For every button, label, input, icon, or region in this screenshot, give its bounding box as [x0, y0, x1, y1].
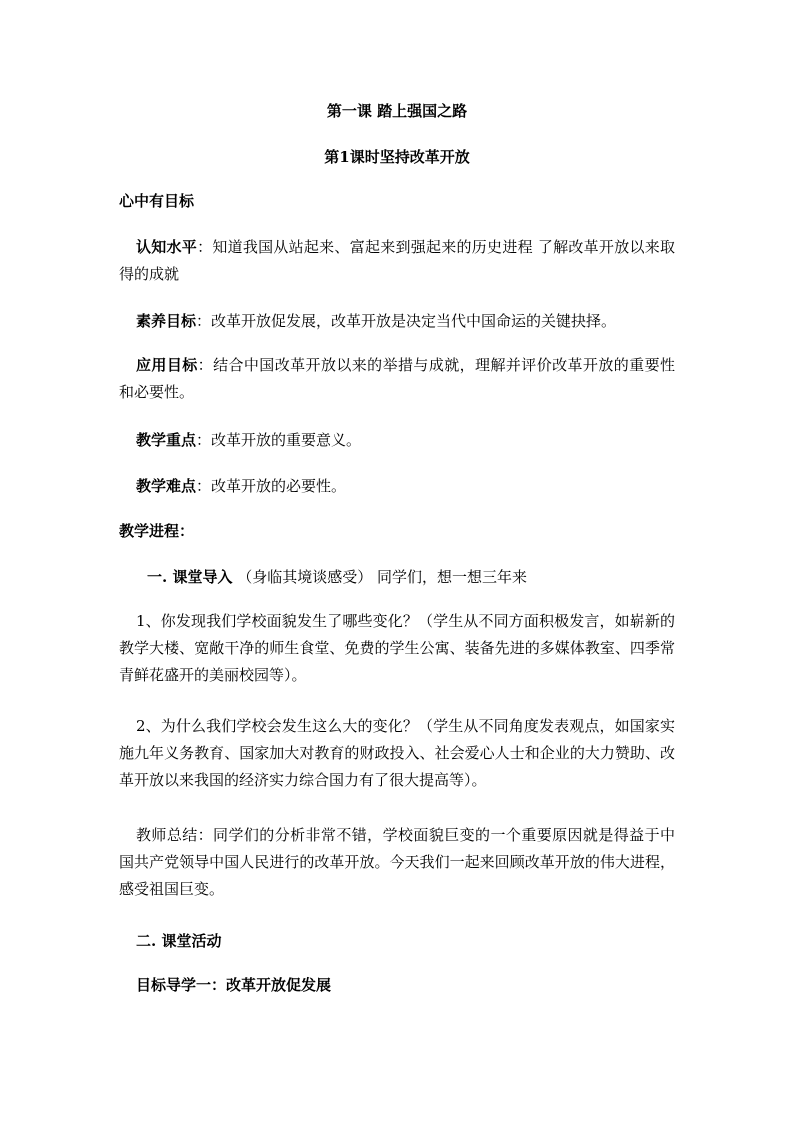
- section-heading-goals: 心中有目标: [119, 192, 195, 210]
- class-intro: [119, 564, 675, 591]
- lesson-subtitle: 第1课时坚持改革开放: [324, 148, 470, 166]
- class-intro-text: （身临其境谈感受） 同学们，想一想三年来: [232, 568, 527, 586]
- goal-literacy: [119, 308, 675, 335]
- goal-knowledge-text: ：知道我国从站起来、富起来到强起来的历史进程 了解改革开放以来取得的成就: [119, 238, 675, 283]
- goal-literacy-text: ：改革开放促发展，改革开放是决定当代中国命运的关键抉择。: [196, 312, 617, 330]
- key-point: [119, 427, 675, 454]
- class-intro-label: 一. 课堂导入: [147, 568, 233, 586]
- question-1: 1、你发现我们学校面貌发生了哪些变化？（学生从不同方面积极发言，如崭新的教学大楼、宽敞干净的师生食堂、免费的学生公寓、装备先进的多媒体教室、四季常青鲜花盛开的美丽校园等）。: [119, 612, 675, 684]
- teacher-summary: 教师总结：同学们的分析非常不错，学校面貌巨变的一个重要原因就是得益于中国共产党领导中国人民进行的改革开放。今天我们一起来回顾改革开放的伟大进程，感受祖国巨变。: [119, 826, 675, 898]
- difficulty-text: ：改革开放的必要性。: [196, 477, 347, 495]
- key-point-label: 教学重点: [136, 431, 197, 449]
- question-2: 2、为什么我们学校会发生这么大的变化？（学生从不同角度发表观点，如国家实施九年义务教育、国家加大对教育的财政投入、社会爱心人士和企业的大力赞助、改革开放以来我国的经济实力综合国力有了很大提高等）。: [119, 717, 675, 789]
- difficulty-point: [119, 473, 675, 500]
- lesson-title: 第一课 踏上强国之路: [326, 102, 468, 120]
- difficulty-label: 教学难点: [136, 477, 197, 495]
- key-point-text: ：改革开放的重要意义。: [196, 431, 362, 449]
- section-heading-activity: 二. 课堂活动: [136, 932, 222, 950]
- goal-application-text: ：结合中国改革开放以来的举措与成就，理解并评价改革开放的重要性和必要性。: [119, 356, 675, 401]
- section-heading-process: 教学进程：: [119, 522, 195, 540]
- goal-application-label: 应用目标: [136, 356, 198, 374]
- goal-literacy-label: 素养目标: [136, 312, 197, 330]
- target-guide-heading: 目标导学一：改革开放促发展: [136, 976, 332, 994]
- goal-knowledge-label: 认知水平: [136, 238, 198, 256]
- goal-application: [119, 352, 675, 406]
- goal-knowledge: [119, 234, 675, 288]
